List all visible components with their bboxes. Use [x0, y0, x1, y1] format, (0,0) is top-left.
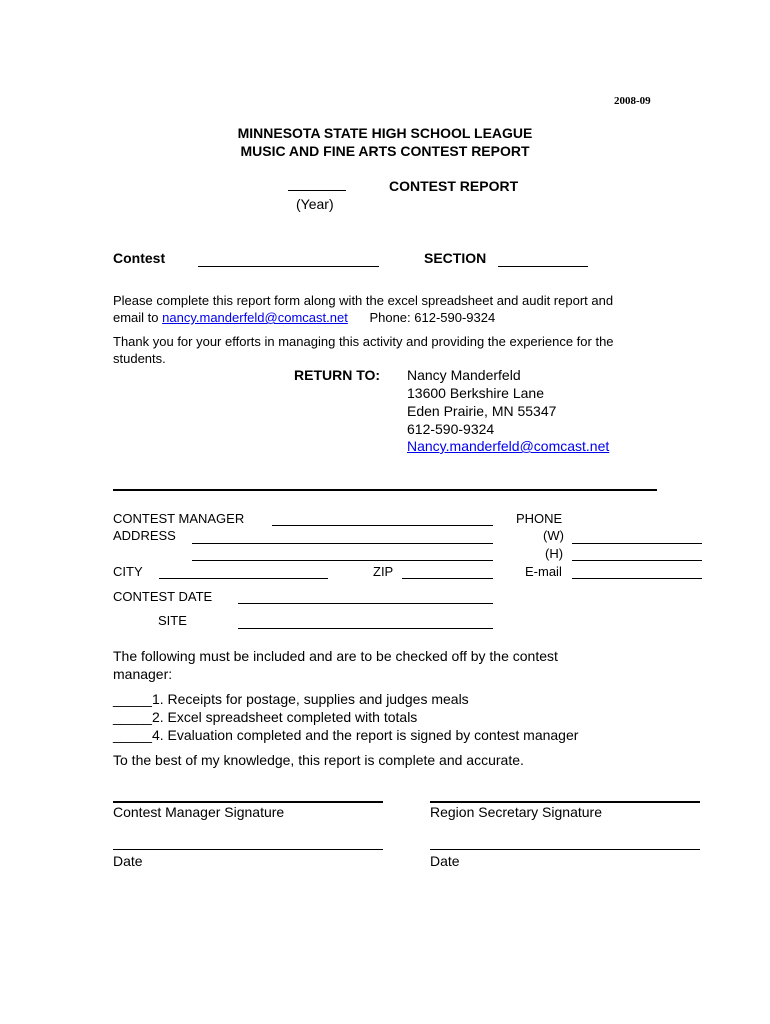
instructions-line-1: Please complete this report form along with the excel spreadsheet and audit report and: [113, 293, 614, 308]
checklist-item-text: 1. Receipts for postage, supplies and judges meals: [151, 691, 469, 707]
zip-field[interactable]: [402, 578, 493, 579]
phone-work-field[interactable]: [572, 543, 702, 544]
instructions-line-2: [113, 310, 495, 325]
divider: [113, 489, 657, 491]
phone-work-label: (W): [543, 528, 564, 543]
email-link[interactable]: nancy.manderfeld@comcast.net: [162, 310, 348, 325]
email-label: E-mail: [525, 564, 562, 579]
address-field-1[interactable]: [192, 543, 493, 544]
title-line-1: MINNESOTA STATE HIGH SCHOOL LEAGUE: [237, 125, 533, 141]
phone-label: PHONE: [516, 511, 563, 526]
checklist-item: [113, 727, 578, 743]
manager-signature-field[interactable]: [113, 801, 383, 803]
secretary-date-label: Date: [430, 853, 460, 869]
return-city: Eden Prairie, MN 55347: [407, 403, 557, 419]
secretary-signature-label: Region Secretary Signature: [430, 804, 602, 820]
phone-text: Phone: 612-590-9324: [369, 310, 496, 325]
contest-field[interactable]: [198, 266, 379, 267]
title-line-2: MUSIC AND FINE ARTS CONTEST REPORT: [240, 143, 530, 159]
return-street: 13600 Berkshire Lane: [407, 385, 544, 401]
checklist-item-text: 2. Excel spreadsheet completed with totals: [151, 709, 418, 725]
email-prefix: email to: [113, 310, 159, 325]
year-code: 2008-09: [614, 95, 651, 107]
section-field[interactable]: [498, 266, 588, 267]
phone-home-label: (H): [545, 546, 564, 561]
year-label: (Year): [296, 196, 334, 212]
site-label: SITE: [158, 613, 187, 628]
thanks-line-1: Thank you for your efforts in managing this activity and providing the experience for the: [113, 334, 614, 349]
contest-manager-field[interactable]: [272, 525, 493, 526]
check-blank[interactable]: _____: [113, 727, 152, 743]
return-name: Nancy Manderfeld: [407, 367, 521, 383]
site-field[interactable]: [238, 628, 493, 629]
checklist-intro-line-2: manager:: [113, 666, 173, 682]
address-label: ADDRESS: [113, 528, 176, 543]
year-field[interactable]: [288, 190, 346, 191]
address-field-2[interactable]: [192, 560, 493, 561]
checklist-item-text: 4. Evaluation completed and the report is signed by contest manager: [151, 727, 579, 743]
checklist-intro-line-1: The following must be included and are to be checked off by the contest: [113, 648, 558, 664]
checklist-item: [113, 691, 469, 707]
thanks-line-2: students.: [113, 351, 166, 366]
city-label: CITY: [113, 564, 143, 579]
contest-date-field[interactable]: [238, 603, 493, 604]
city-field[interactable]: [159, 578, 328, 579]
manager-signature-label: Contest Manager Signature: [113, 804, 285, 820]
secretary-signature-field[interactable]: [430, 801, 700, 803]
contest-manager-label: CONTEST MANAGER: [113, 511, 245, 526]
contest-report-heading: CONTEST REPORT: [389, 178, 519, 194]
zip-label: ZIP: [373, 564, 394, 579]
return-to-label: RETURN TO:: [294, 367, 381, 383]
email-field[interactable]: [572, 578, 702, 579]
contest-date-label: CONTEST DATE: [113, 589, 213, 604]
manager-date-label: Date: [113, 853, 143, 869]
contest-label: Contest: [113, 250, 166, 266]
check-blank[interactable]: _____: [113, 709, 152, 725]
secretary-date-field[interactable]: [430, 849, 700, 850]
section-label: SECTION: [424, 250, 487, 266]
return-email-link[interactable]: Nancy.manderfeld@comcast.net: [407, 438, 610, 454]
manager-date-field[interactable]: [113, 849, 383, 850]
phone-home-field[interactable]: [572, 560, 702, 561]
accuracy-statement: To the best of my knowledge, this report is complete and accurate.: [113, 752, 524, 768]
return-phone: 612-590-9324: [407, 421, 495, 437]
checklist-item: [113, 709, 417, 725]
check-blank[interactable]: _____: [113, 691, 152, 707]
